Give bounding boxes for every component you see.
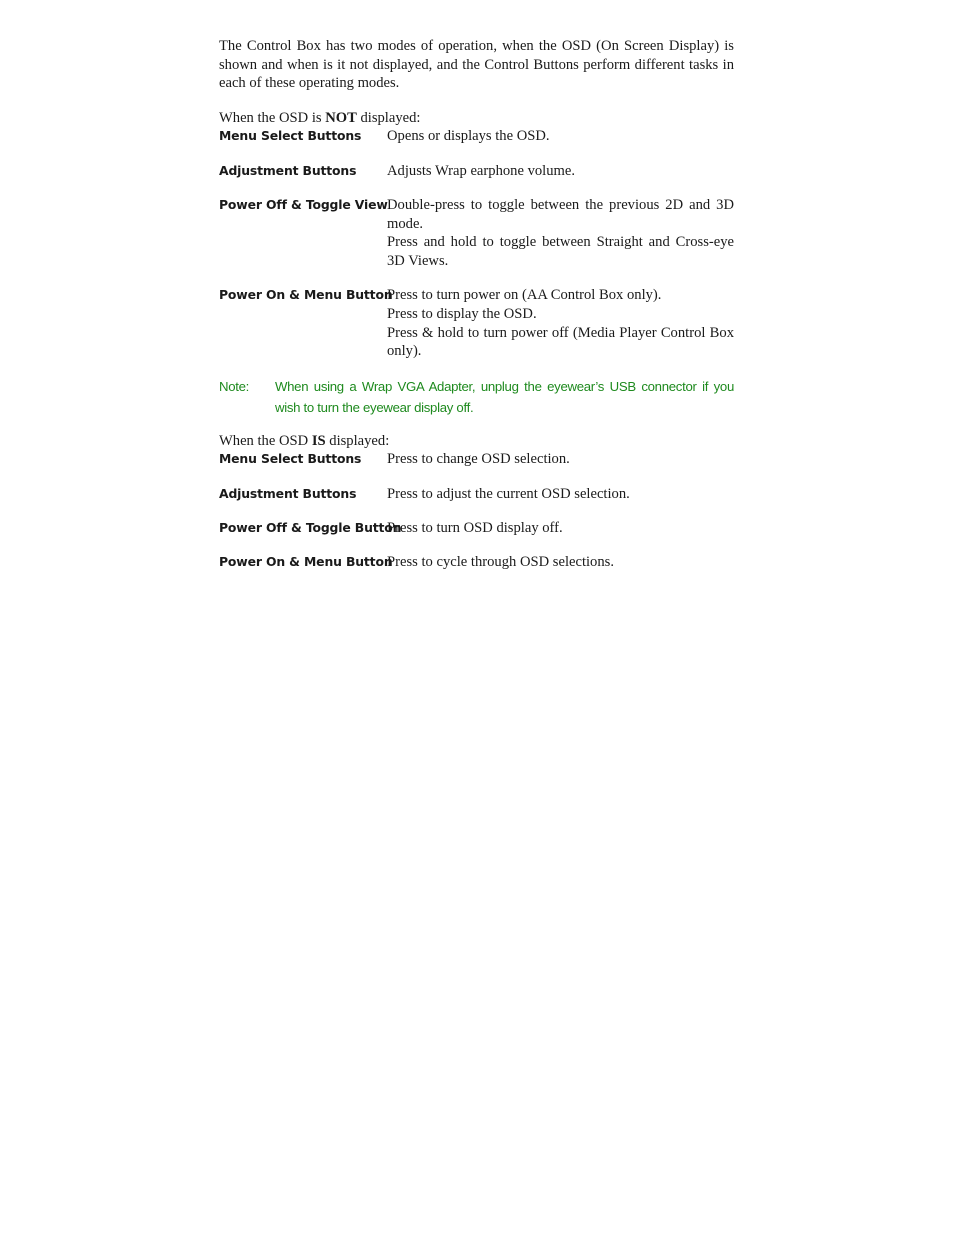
term-description bbox=[387, 127, 734, 146]
description-line: Press to adjust the current OSD selection. bbox=[387, 485, 630, 502]
note-text: When using a Wrap VGA Adapter, unplug the eyewear’s USB connector if you wish to turn the eyewear display off. bbox=[275, 378, 734, 415]
heading-prefix: When the OSD is bbox=[219, 109, 326, 126]
term-label: Power Off & Toggle View bbox=[219, 197, 388, 213]
intro-paragraph: The Control Box has two modes of operation, when the OSD (On Screen Display) is shown and when is it not displayed, and the Control Buttons perform different tasks in each of these operating modes. bbox=[219, 38, 734, 92]
heading-suffix: displayed: bbox=[325, 432, 390, 449]
description-line: Double-press to toggle between the previous 2D and 3D mode. bbox=[387, 197, 734, 232]
term-description bbox=[387, 485, 734, 504]
document-page bbox=[219, 37, 734, 572]
heading-emphasis: IS bbox=[311, 432, 326, 449]
term-description bbox=[387, 519, 734, 538]
term-label: Adjustment Buttons bbox=[219, 162, 357, 178]
term-label: Power Off & Toggle Button bbox=[219, 520, 402, 536]
definition-row-menu-select bbox=[219, 450, 734, 469]
description-line: Press to cycle through OSD selections. bbox=[387, 554, 614, 571]
term-label: Power On & Menu Button bbox=[219, 287, 393, 303]
definition-row-menu-select bbox=[219, 127, 734, 146]
definition-row-power-off-toggle bbox=[219, 519, 734, 538]
description-line: Opens or displays the OSD. bbox=[387, 128, 550, 145]
description-line: Press to change OSD selection. bbox=[387, 451, 570, 468]
description-line: Press to turn OSD display off. bbox=[387, 520, 563, 537]
description-line: Press & hold to turn power off (Media Player Control Box only). bbox=[387, 324, 734, 360]
definition-row-adjustment bbox=[219, 485, 734, 504]
osd-displayed-heading bbox=[219, 432, 734, 451]
description-line: Adjusts Wrap earphone volume. bbox=[387, 162, 576, 179]
definition-row-adjustment bbox=[219, 162, 734, 181]
description-line: Press to turn power on (AA Control Box only). bbox=[387, 287, 662, 304]
osd-not-displayed-heading bbox=[219, 109, 734, 128]
definition-row-power-off-toggle bbox=[219, 196, 734, 270]
term-label: Menu Select Buttons bbox=[219, 451, 362, 467]
term-label: Power On & Menu Button bbox=[219, 554, 393, 570]
term-description bbox=[387, 196, 734, 270]
definition-row-power-on-menu bbox=[219, 286, 734, 360]
description-line: Press to display the OSD. bbox=[387, 305, 537, 322]
term-label: Menu Select Buttons bbox=[219, 128, 362, 144]
term-label: Adjustment Buttons bbox=[219, 485, 357, 501]
description-line: Press and hold to toggle between Straight and Cross-eye 3D Views. bbox=[387, 234, 734, 269]
heading-suffix: displayed: bbox=[356, 109, 421, 126]
definition-row-power-on-menu bbox=[219, 553, 734, 572]
note-label: Note: bbox=[219, 378, 250, 394]
term-description bbox=[387, 450, 734, 469]
term-description bbox=[387, 553, 734, 572]
heading-prefix: When the OSD bbox=[219, 432, 312, 449]
heading-emphasis: NOT bbox=[325, 109, 357, 126]
note-callout bbox=[219, 376, 734, 418]
term-description bbox=[387, 286, 734, 360]
term-description bbox=[387, 162, 734, 181]
